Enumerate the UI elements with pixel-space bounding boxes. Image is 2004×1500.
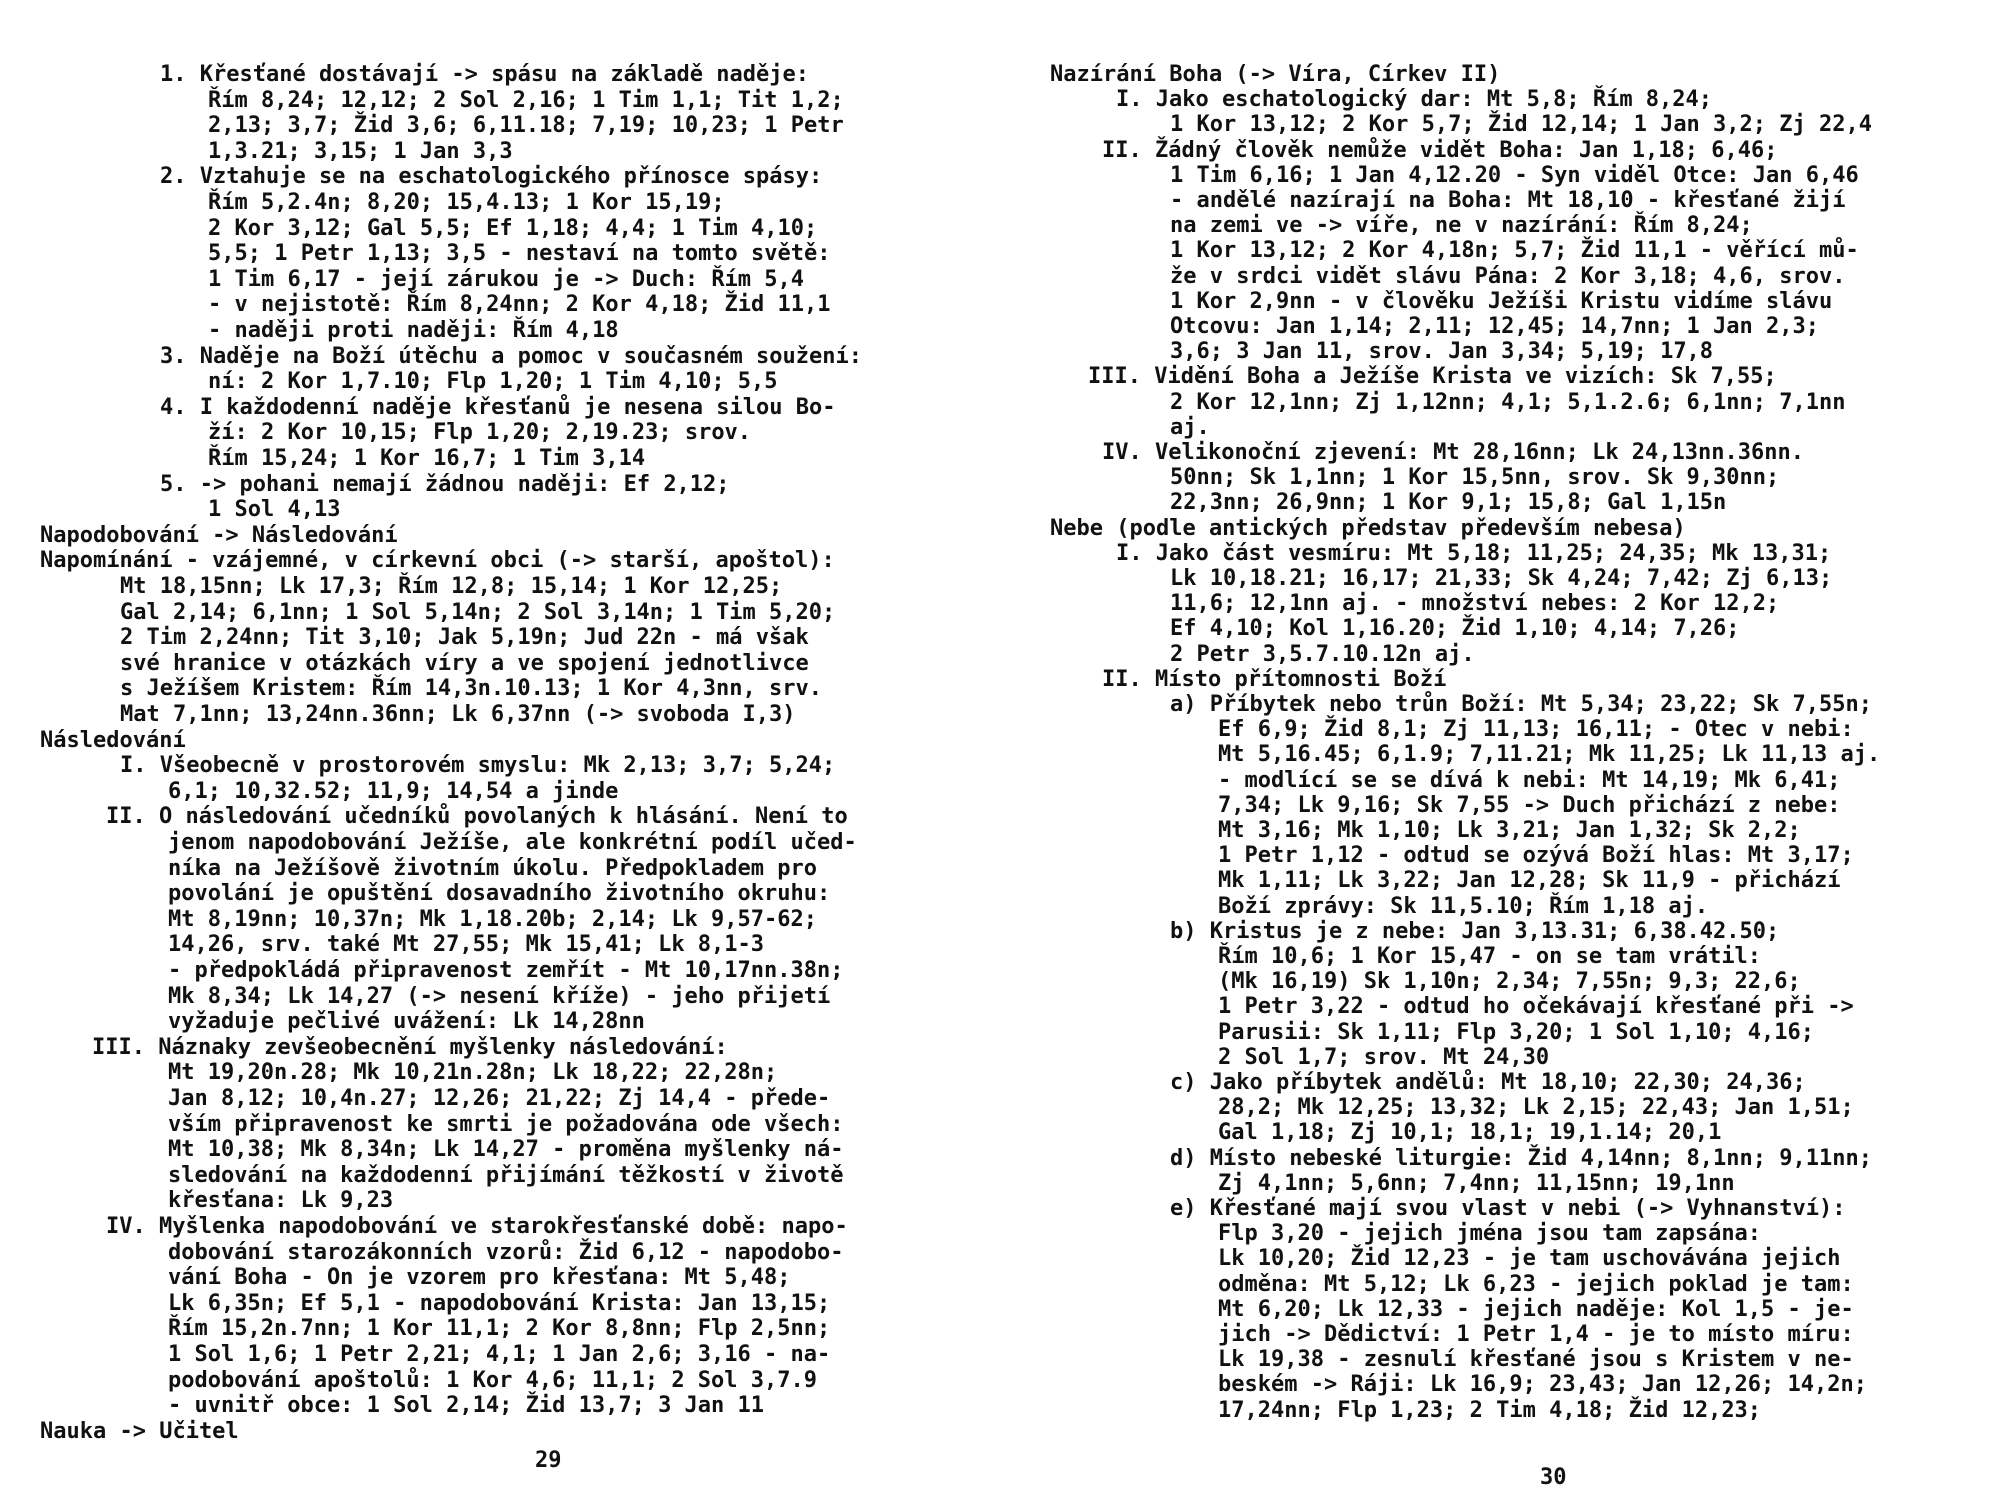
text-line: d) Místo nebeské liturgie: Žid 4,14nn; 8,1nn; 9,11nn;: [1170, 1145, 1872, 1171]
text-line: 1 Petr 3,22 - odtud ho očekávají křesťané při ->: [1218, 994, 1854, 1020]
text-line: Mk 8,34; Lk 14,27 (-> nesení kříže) - jeho přijetí: [168, 983, 831, 1009]
text-line: beském -> Ráji: Lk 16,9; 23,43; Jan 12,26; 14,2n;: [1218, 1372, 1868, 1398]
text-line: 2. Vztahuje se na eschatologického přínosce spásy:: [160, 164, 823, 190]
text-line: ží: 2 Kor 10,15; Flp 1,20; 2,19.23; srov.: [208, 420, 752, 446]
text-line: podobování apoštolů: 1 Kor 4,6; 11,1; 2 Sol 3,7.9: [168, 1367, 818, 1393]
text-line: povolání je opuštění dosavadního životního okruhu:: [168, 881, 831, 907]
text-line: - v nejistotě: Řím 8,24nn; 2 Kor 4,18; Žid 11,1: [208, 292, 831, 318]
text-line: Ef 4,10; Kol 1,16.20; Žid 1,10; 4,14; 7,26;: [1170, 616, 1740, 642]
text-line: že v srdci vidět slávu Pána: 2 Kor 3,18; 4,6, srov.: [1170, 263, 1846, 289]
text-line: 5,5; 1 Petr 1,13; 3,5 - nestaví na tomto světě:: [208, 241, 831, 267]
text-line: Následování: [40, 727, 186, 753]
text-line: ní: 2 Kor 1,7.10; Flp 1,20; 1 Tim 4,10; 5,5: [208, 369, 778, 395]
text-line: Řím 8,24; 12,12; 2 Sol 2,16; 1 Tim 1,1; Tit 1,2;: [208, 87, 844, 113]
text-line: Řím 10,6; 1 Kor 15,47 - on se tam vrátil:: [1218, 944, 1762, 969]
text-line: I. Všeobecně v prostorovém smyslu: Mk 2,13; 3,7; 5,24;: [120, 753, 836, 779]
text-line: - andělé nazírají na Boha: Mt 18,10 - křesťané žijí: [1170, 188, 1846, 213]
text-line: 3. Naděje na Boží útěchu a pomoc v současném soužení:: [160, 343, 862, 369]
text-line: Lk 6,35n; Ef 5,1 - napodobování Krista: Jan 13,15;: [168, 1290, 831, 1316]
text-line: 1 Kor 13,12; 2 Kor 5,7; Žid 12,14; 1 Jan 3,2; Zj 22,4: [1170, 112, 1872, 138]
text-line: 3,6; 3 Jan 11, srov. Jan 3,34; 5,19; 17,8: [1170, 339, 1714, 365]
text-line: Ef 6,9; Žid 8,1; Zj 11,13; 16,11; - Otec v nebi:: [1218, 717, 1854, 743]
text-line: Otcovu: Jan 1,14; 2,11; 12,45; 14,7nn; 1 Jan 2,3;: [1170, 314, 1820, 339]
text-line: Řím 15,24; 1 Kor 16,7; 1 Tim 3,14: [208, 446, 646, 471]
text-line: Mt 3,16; Mk 1,10; Lk 3,21; Jan 1,32; Sk 2,2;: [1218, 818, 1801, 843]
text-line: Mk 1,11; Lk 3,22; Jan 12,28; Sk 11,9 - přichází: [1218, 868, 1841, 894]
page-number: 30: [1540, 1465, 1567, 1490]
text-line: 2,13; 3,7; Žid 3,6; 6,11.18; 7,19; 10,23; 1 Petr: [208, 113, 844, 139]
text-line: 1 Kor 2,9nn - v člověku Ježíši Kristu vidíme slávu: [1170, 288, 1833, 314]
text-line: 17,24nn; Flp 1,23; 2 Tim 4,18; Žid 12,23;: [1218, 1397, 1762, 1423]
text-line: Lk 19,38 - zesnulí křesťané jsou s Kristem v ne-: [1218, 1347, 1854, 1373]
left-page: [40, 0, 990, 1500]
text-line: I. Jako eschatologický dar: Mt 5,8; Řím 8,24;: [1116, 87, 1713, 113]
text-line: III. Náznaky zevšeobecnění myšlenky následování:: [92, 1034, 728, 1060]
text-line: IV. Myšlenka napodobování ve starokřesťanské době: napo-: [106, 1214, 848, 1239]
text-line: níka na Ježíšově životním úkolu. Předpokladem pro: [168, 855, 818, 881]
text-line: II. Místo přítomnosti Boží: [1102, 666, 1447, 692]
text-line: vším připravenost ke smrti je požadována ode všech:: [168, 1111, 844, 1137]
text-line: 2 Tim 2,24nn; Tit 3,10; Jak 5,19n; Jud 22n - má však: [120, 625, 809, 651]
text-line: II. O následování učedníků povolaných k hlásání. Není to: [106, 804, 848, 830]
text-line: Lk 10,20; Žid 12,23 - je tam uschovávána jejich: [1218, 1246, 1841, 1272]
text-line: Mt 6,20; Lk 12,33 - jejich naděje: Kol 1,5 - je-: [1218, 1296, 1854, 1322]
text-line: 4. I každodenní naděje křesťanů je nesena silou Bo-: [160, 394, 836, 420]
text-line: 1. Křesťané dostávají -> spásu na základě naděje:: [160, 62, 810, 87]
text-line: jich -> Dědictví: 1 Petr 1,4 - je to místo míru:: [1218, 1322, 1854, 1347]
text-line: Mat 7,1nn; 13,24nn.36nn; Lk 6,37nn (-> svoboda I,3): [120, 702, 796, 727]
text-line: vyžaduje pečlivé uvážení: Lk 14,28nn: [168, 1009, 645, 1035]
text-line: 7,34; Lk 9,16; Sk 7,55 -> Duch přichází z nebe:: [1218, 792, 1841, 818]
text-line: - naději proti naději: Řím 4,18: [208, 318, 619, 343]
text-line: 22,3nn; 26,9nn; 1 Kor 9,1; 15,8; Gal 1,15n: [1170, 490, 1727, 516]
text-line: 50nn; Sk 1,1nn; 1 Kor 15,5nn, srov. Sk 9,30nn;: [1170, 465, 1780, 491]
text-line: dobování starozákonních vzorů: Žid 6,12 - napodobo-: [168, 1239, 844, 1265]
text-line: na zemi ve -> víře, ne v nazírání: Řím 8,24;: [1170, 213, 1753, 239]
text-line: Nebe (podle antických představ především nebesa): [1050, 515, 1686, 541]
text-line: 28,2; Mk 12,25; 13,32; Lk 2,15; 22,43; Jan 1,51;: [1218, 1095, 1854, 1121]
text-line: 1,3.21; 3,15; 1 Jan 3,3: [208, 138, 513, 164]
text-line: 2 Kor 12,1nn; Zj 1,12nn; 4,1; 5,1.2.6; 6,1nn; 7,1nn: [1170, 389, 1846, 415]
text-line: křesťana: Lk 9,23: [168, 1188, 394, 1214]
text-line: - uvnitř obce: 1 Sol 2,14; Žid 13,7; 3 Jan 11: [168, 1393, 765, 1419]
text-line: jenom napodobování Ježíše, ale konkrétní podíl učed-: [168, 830, 857, 855]
text-line: 14,26, srv. také Mt 27,55; Mk 15,41; Lk 8,1-3: [168, 932, 765, 958]
text-line: c) Jako příbytek andělů: Mt 18,10; 22,30; 24,36;: [1170, 1070, 1806, 1095]
text-line: 1 Sol 4,13: [208, 497, 341, 523]
text-line: b) Kristus je z nebe: Jan 3,13.31; 6,38.42.50;: [1170, 918, 1780, 944]
page-number: 29: [535, 1448, 562, 1473]
text-line: vání Boha - On je vzorem pro křesťana: Mt 5,48;: [168, 1265, 791, 1291]
text-line: Parusii: Sk 1,11; Flp 3,20; 1 Sol 1,10; 4,16;: [1218, 1019, 1815, 1045]
text-line: Lk 10,18.21; 16,17; 21,33; Sk 4,24; 7,42; Zj 6,13;: [1170, 566, 1833, 591]
text-line: Boží zprávy: Sk 11,5.10; Řím 1,18 aj.: [1218, 893, 1709, 919]
text-line: Napodobování -> Následování: [40, 522, 398, 548]
text-line: Flp 3,20 - jejich jména jsou tam zapsána:: [1218, 1221, 1762, 1247]
text-line: Mt 10,38; Mk 8,34n; Lk 14,27 - proměna myšlenky ná-: [168, 1137, 844, 1163]
text-line: Nauka -> Učitel: [40, 1418, 239, 1444]
text-line: 2 Petr 3,5.7.10.12n aj.: [1170, 641, 1475, 667]
text-line: e) Křesťané mají svou vlast v nebi (-> Vyhnanství):: [1170, 1196, 1846, 1221]
text-line: II. Žádný člověk nemůže vidět Boha: Jan 1,18; 6,46;: [1102, 137, 1778, 163]
text-line: sledování na každodenní přijímání těžkostí v životě: [168, 1162, 844, 1188]
text-line: 2 Kor 3,12; Gal 5,5; Ef 1,18; 4,4; 1 Tim 4,10;: [208, 215, 818, 241]
text-line: - předpokládá připravenost zemřít - Mt 10,17nn.38n;: [168, 958, 844, 983]
text-line: aj.: [1170, 414, 1210, 440]
text-line: s Ježíšem Kristem: Řím 14,3n.10.13; 1 Kor 4,3nn, srv.: [120, 676, 822, 702]
text-line: - modlící se se dívá k nebi: Mt 14,19; Mk 6,41;: [1218, 767, 1841, 793]
text-line: 2 Sol 1,7; srov. Mt 24,30: [1218, 1044, 1550, 1070]
text-line: 1 Kor 13,12; 2 Kor 4,18n; 5,7; Žid 11,1 - věřící mů-: [1170, 238, 1859, 264]
text-line: odměna: Mt 5,12; Lk 6,23 - jejich poklad je tam:: [1218, 1271, 1854, 1297]
text-line: Jan 8,12; 10,4n.27; 12,26; 21,22; Zj 14,4 - přede-: [168, 1086, 831, 1111]
text-line: 1 Tim 6,17 - její zárukou je -> Duch: Řím 5,4: [208, 266, 805, 292]
text-line: Řím 15,2n.7nn; 1 Kor 11,1; 2 Kor 8,8nn; Flp 2,5nn;: [168, 1316, 831, 1342]
text-line: 1 Tim 6,16; 1 Jan 4,12.20 - Syn viděl Otce: Jan 6,46: [1170, 162, 1859, 188]
text-line: 5. -> pohani nemají žádnou naději: Ef 2,12;: [160, 471, 730, 497]
text-line: III. Vidění Boha a Ježíše Krista ve vizích: Sk 7,55;: [1088, 364, 1777, 390]
text-line: Gal 1,18; Zj 10,1; 18,1; 19,1.14; 20,1: [1218, 1120, 1722, 1146]
text-line: 1 Sol 1,6; 1 Petr 2,21; 4,1; 1 Jan 2,6; 3,16 - na-: [168, 1342, 831, 1367]
text-line: Nazírání Boha (-> Víra, Církev II): [1050, 62, 1501, 87]
text-line: 11,6; 12,1nn aj. - množství nebes: 2 Kor 12,2;: [1170, 591, 1780, 617]
text-line: IV. Velikonoční zjevení: Mt 28,16nn; Lk 24,13nn.36nn.: [1102, 440, 1804, 465]
text-line: (Mk 16,19) Sk 1,10n; 2,34; 7,55n; 9,3; 22,6;: [1218, 969, 1801, 995]
text-line: Řím 5,2.4n; 8,20; 15,4.13; 1 Kor 15,19;: [208, 190, 725, 215]
right-page: [1050, 0, 1990, 1500]
text-line: Gal 2,14; 6,1nn; 1 Sol 5,14n; 2 Sol 3,14n; 1 Tim 5,20;: [120, 599, 836, 625]
text-line: Mt 19,20n.28; Mk 10,21n.28n; Lk 18,22; 22,28n;: [168, 1060, 778, 1086]
text-line: 6,1; 10,32.52; 11,9; 14,54 a jinde: [168, 778, 619, 804]
text-line: Zj 4,1nn; 5,6nn; 7,4nn; 11,15nn; 19,1nn: [1218, 1170, 1735, 1196]
text-line: Mt 5,16.45; 6,1.9; 7,11.21; Mk 11,25; Lk 11,13 aj.: [1218, 742, 1881, 768]
text-line: I. Jako část vesmíru: Mt 5,18; 11,25; 24,35; Mk 13,31;: [1116, 540, 1832, 566]
text-line: Mt 18,15nn; Lk 17,3; Řím 12,8; 15,14; 1 Kor 12,25;: [120, 574, 783, 599]
text-line: své hranice v otázkách víry a ve spojení jednotlivce: [120, 650, 809, 676]
text-line: 1 Petr 1,12 - odtud se ozývá Boží hlas: Mt 3,17;: [1218, 843, 1854, 869]
text-line: Mt 8,19nn; 10,37n; Mk 1,18.20b; 2,14; Lk 9,57-62;: [168, 906, 818, 932]
text-line: Napomínání - vzájemné, v církevní obci (-> starší, apoštol):: [40, 548, 835, 574]
text-line: a) Příbytek nebo trůn Boží: Mt 5,34; 23,22; Sk 7,55n;: [1170, 692, 1872, 717]
